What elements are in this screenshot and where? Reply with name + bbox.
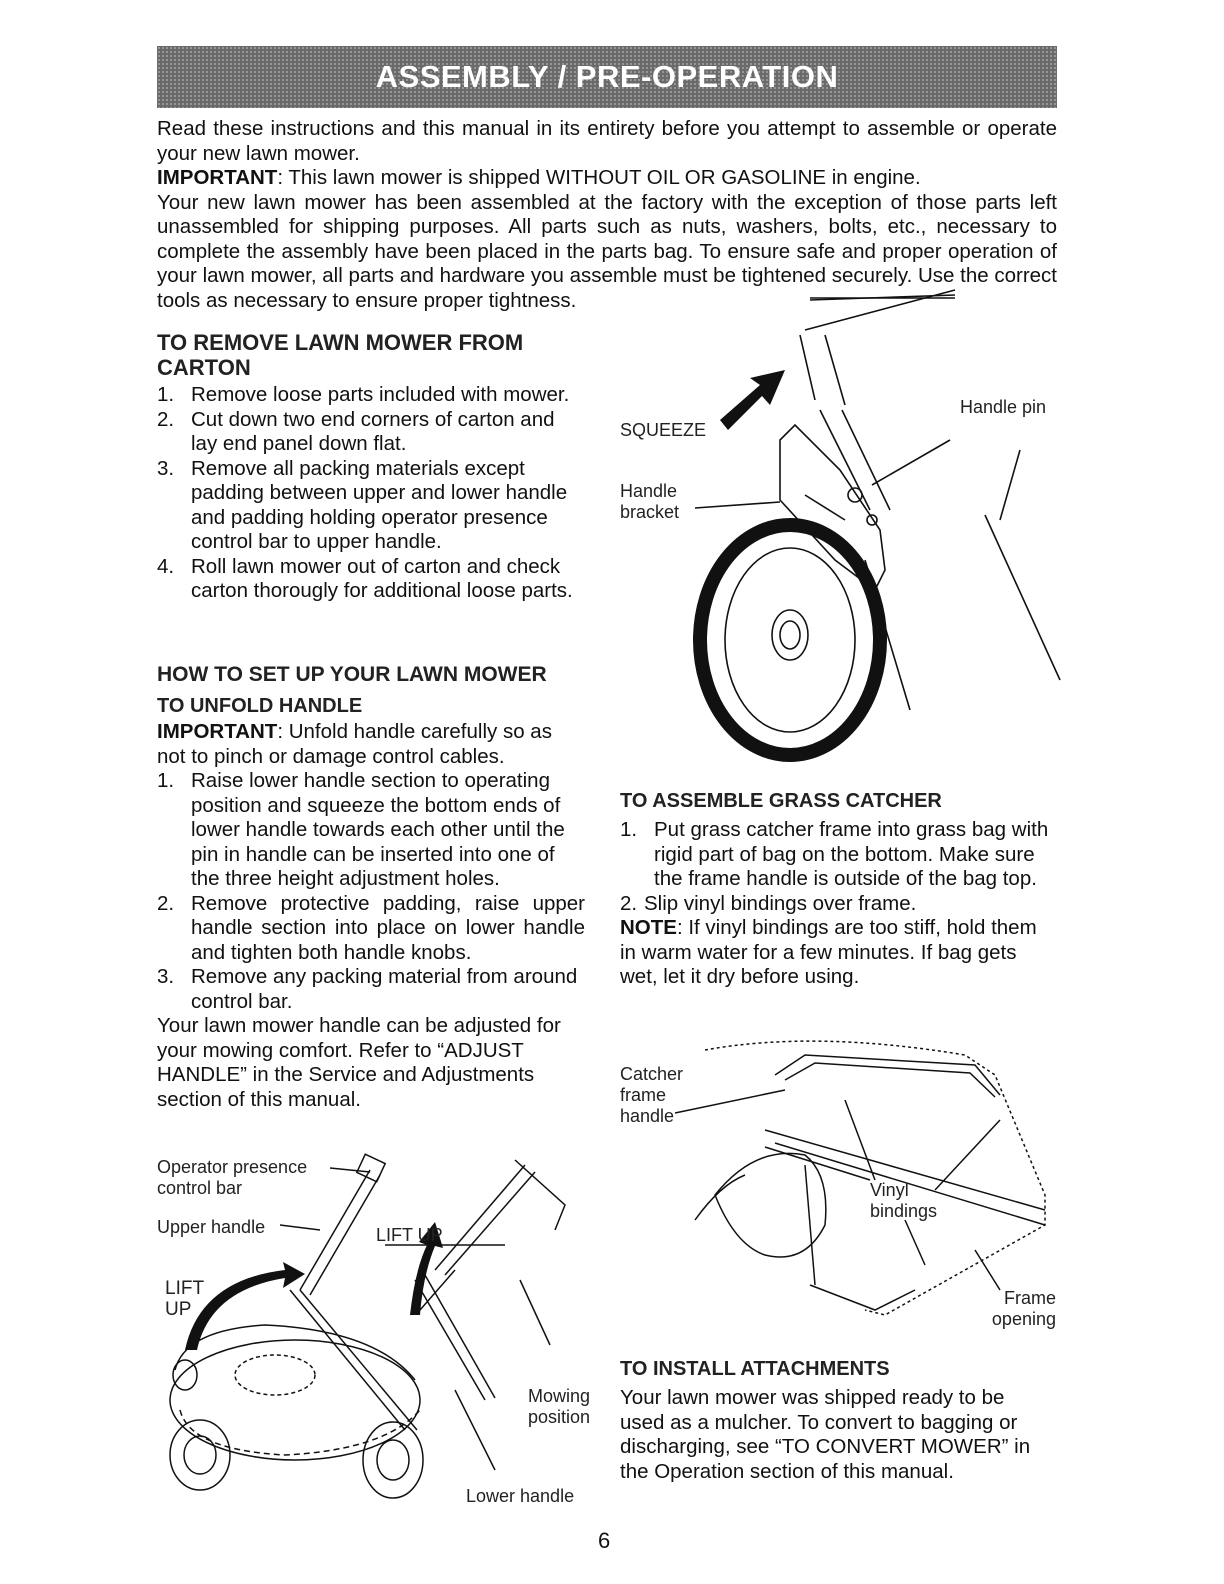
handle-bracket-label [620,481,679,523]
list-item [620,818,1052,892]
squeeze-label: SQUEEZE [620,420,707,440]
step-number: 2. [157,407,175,431]
setup-important [157,720,585,769]
setup-heading: HOW TO SET UP YOUR LAWN MOWER [157,663,547,686]
catcher-label-line-1: Catcher [620,1064,684,1084]
handle-bracket-label-line-2: bracket [620,502,680,522]
mower-illustration [155,1150,595,1510]
frame-label-line-2: opening [991,1309,1056,1329]
list-item [157,383,577,408]
step-text: Slip vinyl bindings over frame. [644,891,917,915]
catcher-label-line-2: frame [620,1085,667,1105]
handle-pin-label: Handle pin [960,397,1047,417]
important-text: : This lawn mower is shipped WITHOUT OIL OR GASOLINE in engine. [277,166,921,189]
attachments-text: Your lawn mower was shipped ready to be used as a mulcher. To convert to bagging or discharging, see “TO CONVERT MOWER” in the Operation section of this manual. [620,1386,1031,1483]
grass-catcher-heading: TO ASSEMBLE GRASS CATCHER [620,790,942,812]
catcher-label-line-3: handle [620,1106,675,1126]
upper-handle-label: Upper handle [157,1217,266,1237]
vinyl-label-line-1: Vinyl [870,1180,909,1200]
unfold-subheading: TO UNFOLD HANDLE [157,695,363,717]
handle-bracket-illustration [610,330,1070,770]
step-text: Put grass catcher frame into grass bag with rigid part of bag on the bottom. Make sure the frame handle is outside of the bag top. [654,818,1049,890]
step-text: Remove all packing materials except padding between upper and lower handle and padding holding operator presence control bar to upper handle. [191,456,568,553]
step-text: Remove protective padding, raise upper handle section into place on lower handle and tighten both handle knobs. [191,891,585,964]
frame-label-line-1: Frame [1003,1288,1056,1308]
setup-body [157,720,585,1112]
grass-catcher-body [620,818,1052,990]
step-text: Remove any packing material from around control bar. [191,965,578,1013]
frame-opening-label [980,1288,1056,1330]
step-number: 1. [157,383,175,406]
list-item [157,769,585,892]
note-label: NOTE [620,916,677,939]
lift-up-left-label [165,1278,204,1320]
step-number: 2. [620,891,638,915]
step-number: 1. [157,769,175,792]
vinyl-label-line-2: bindings [870,1201,938,1221]
step-number: 3. [157,456,175,480]
operator-label-line-1: Operator presence [157,1157,308,1177]
important-label: IMPORTANT [157,720,278,743]
mowing-label-line-2: position [527,1407,590,1427]
remove-heading [157,330,597,380]
step-number: 2. [157,891,175,915]
operator-presence-label [157,1157,307,1199]
list-item [620,892,1052,917]
list-item [157,408,577,457]
list-item [157,965,585,1014]
lift-up-right-label: LIFT UP [376,1225,443,1245]
step-number: 1. [620,818,638,841]
step-number: 3. [157,965,175,988]
mowing-label-line-1: Mowing [527,1386,590,1406]
page-number: 6 [598,1528,611,1553]
catcher-note [620,916,1052,990]
section-title: ASSEMBLY / PRE-OPERATION [375,59,839,94]
note-text: : If vinyl bindings are too stiff, hold them in warm water for a few minutes. If bag gets wet, let it dry before using. [620,916,1037,988]
important-label: IMPORTANT [157,166,278,189]
handle-bracket-label-line-1: Handle [620,481,678,501]
adjust-note: Your lawn mower handle can be adjusted for your mowing comfort. Refer to “ADJUST HANDLE” in the Service and Adjustments section of this manual. [157,1014,561,1111]
lower-handle-label: Lower handle [466,1486,575,1506]
section-banner [157,46,1057,108]
mowing-position-label [520,1386,590,1428]
lift-label-line-2: UP [165,1299,192,1320]
step-text: Raise lower handle section to operating position and squeeze the bottom ends of lower handle towards each other until the pin in handle can be inserted into one of the three height adjustment holes. [191,769,565,890]
attachments-heading: TO INSTALL ATTACHMENTS [620,1358,890,1380]
intro-paragraph-2 [157,166,1057,191]
remove-steps [157,383,577,604]
list-item [157,457,577,555]
intro-paragraph-1: Read these instructions and this manual in its entirety before you attempt to assemble or operate your new lawn mower. [157,117,1057,165]
step-text: Remove loose parts included with mower. [191,383,570,406]
step-text: Roll lawn mower out of carton and check carton thorougly for additional loose parts. [191,554,573,602]
remove-heading-line-2: CARTON [157,355,251,380]
intro-paragraph-3: Your new lawn mower has been assembled at the factory with the exception of those parts left unassembled for shipping purposes. All parts such as nuts, washers, bolts, etc., necessary to complete the assembly have been placed in the parts bag. To ensure safe and proper operation of your lawn mower, all parts and hardware you assemble must be tightened securely. Use the correct tools as necessary to ensure proper tightness. [157,190,1057,312]
important-text: : Unfold handle carefully so as not to pinch or damage control cables. [157,720,552,768]
remove-heading-line-1: TO REMOVE LAWN MOWER FROM [157,330,524,355]
step-number: 4. [157,554,175,578]
list-item [157,555,577,604]
operator-label-line-2: control bar [157,1178,243,1198]
intro-text [157,117,1057,313]
list-item [157,892,585,966]
step-text: Cut down two end corners of carton and lay end panel down flat. [191,407,555,455]
catcher-frame-handle-label [620,1064,683,1127]
vinyl-bindings-label [870,1180,937,1222]
lift-label-line-1: LIFT [165,1278,205,1299]
